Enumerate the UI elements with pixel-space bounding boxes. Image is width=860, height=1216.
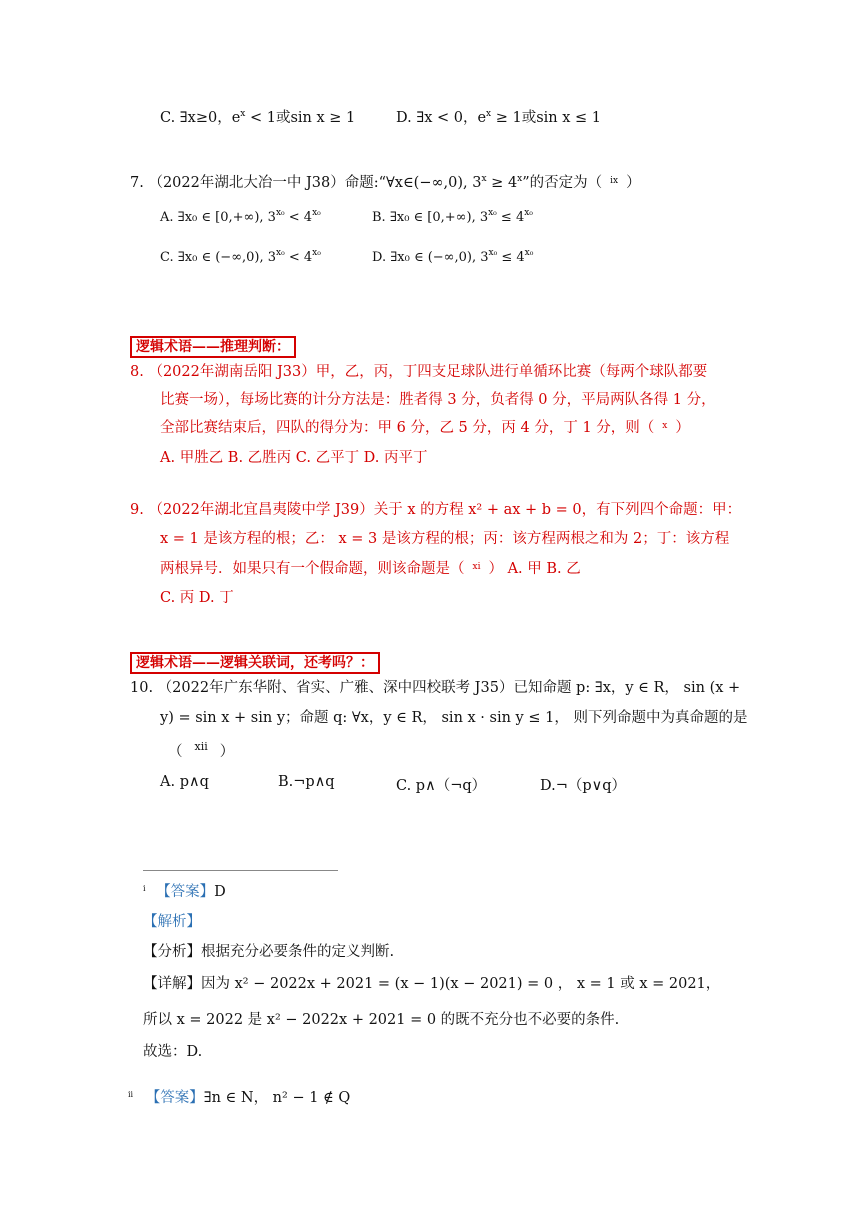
q7-option-d-rest: ≤ 4 [497, 250, 525, 265]
q9-line2: x = 1 是该方程的根；乙： x = 3 是该方程的根；丙：该方程两根之和为 2；丁：该方程 [160, 531, 730, 547]
q7-sup2: x [517, 174, 523, 184]
q7-sup1: x [481, 174, 487, 184]
footnote-2-answer [128, 1086, 350, 1107]
q9-footnote-ref[interactable]: xi [472, 562, 481, 572]
q10-option-a: A. p∧q [160, 774, 209, 790]
q7-option-d [372, 250, 533, 265]
section-heading-reasoning-text: 逻辑术语——推理判断： [130, 336, 296, 358]
q7-option-b-rest: ≤ 4 [496, 210, 525, 225]
q7-tail: ”的否定为（ [522, 175, 603, 191]
q9-line3-text: 两根异号．如果只有一个假命题，则该命题是（ [160, 561, 465, 577]
q6-option-c-text: C. ∃x≥0，e [160, 110, 241, 126]
q6-option-d [396, 106, 601, 127]
footnote-1-answer [143, 880, 226, 901]
footnote-1-detail2: 所以 x = 2022 是 x² − 2022x + 2021 = 0 的既不充分也不必要的条件. [143, 1012, 620, 1028]
q7-stem [130, 171, 641, 192]
q6-option-c-rest: < 1或sin x ≥ 1 [245, 110, 356, 126]
q7-option-c [160, 250, 321, 265]
q8-line2: 比赛一场），每场比赛的计分方法是：胜者得 3 分，负者得 0 分，平局两队各得 1 分， [160, 392, 716, 408]
q7-close: ） [626, 175, 641, 191]
q10-open-paren: （ [168, 744, 183, 760]
q6-option-d-text: D. ∃x < 0，e [396, 110, 487, 126]
q7-option-a-sup2: x₀ [312, 208, 321, 218]
section-heading-connectives [130, 652, 380, 672]
q7-option-c-text: C. ∃x₀ ∈ (−∞,0), 3 [160, 250, 277, 265]
footnote-1-answer-value: D [214, 884, 226, 900]
q7-option-d-sup2: x₀ [524, 248, 534, 258]
footnote-1-mark: i [143, 884, 146, 893]
q7-option-a-rest: < 4 [284, 210, 313, 225]
q7-footnote-ref[interactable]: ix [610, 176, 619, 186]
footnote-separator [143, 870, 338, 871]
q10-option-b: B.¬p∧q [278, 774, 335, 790]
q10-line2: y) = sin x + sin y；命题 q: ∀x，y ∈ R， sin x · sin y ≤ 1， 则下列命题中为真命题的是 [160, 710, 748, 726]
q10-option-d: D.¬（p∨q） [540, 778, 627, 794]
q6-option-d-sup: x [486, 109, 492, 119]
q9-close: ） A. 甲 B. 乙 [488, 561, 581, 577]
q7-option-b-text: B. ∃x₀ ∈ [0,+∞), 3 [372, 210, 489, 225]
q6-option-c-sup: x [240, 109, 246, 119]
q10-footnote-ref[interactable]: xii [194, 740, 208, 753]
footnote-2-mark: ii [128, 1090, 134, 1099]
q7-option-b-sup: x₀ [488, 208, 497, 218]
q8-line3 [160, 416, 690, 437]
q10-option-c: C. p∧（¬q） [396, 778, 487, 794]
q10-close-paren: ） [219, 744, 235, 760]
q7-option-b-sup2: x₀ [524, 208, 533, 218]
q7-option-a [160, 210, 321, 225]
q8-footnote-ref[interactable]: x [662, 421, 668, 431]
footnote-1-detail: 【详解】因为 x² − 2022x + 2021 = (x − 1)(x − 2021) = 0 ， x = 1 或 x = 2021， [143, 976, 721, 992]
q9-line1: 9. （2022年湖北宜昌夷陵中学 J39）关于 x 的方程 x² + ax + b = 0，有下列四个命题：甲： [130, 502, 742, 518]
q7-option-a-text: A. ∃x₀ ∈ [0,+∞), 3 [160, 210, 276, 225]
q7-option-d-sup: x₀ [488, 248, 498, 258]
q7-lead: 7. （2022年湖北大冶一中 J38）命题:“∀x∈(−∞,0), 3 [130, 175, 482, 191]
footnote-1-fenxi: 【分析】根据充分必要条件的定义判断. [143, 944, 395, 960]
q10-line1: 10. （2022年广东华附、省实、广雅、深中四校联考 J35）已知命题 p: ∃x，y ∈ R， sin (x + [130, 680, 741, 696]
footnote-2-answer-label: 【答案】 [145, 1090, 204, 1106]
q6-option-d-rest: ≥ 1或sin x ≤ 1 [491, 110, 602, 126]
footnote-1-choose: 故选：D. [143, 1044, 203, 1060]
q7-option-c-rest: < 4 [284, 250, 313, 265]
q9-line3 [160, 557, 581, 578]
q6-option-c [160, 106, 355, 127]
q7-option-d-text: D. ∃x₀ ∈ (−∞,0), 3 [372, 250, 489, 265]
q7-mid: ≥ 4 [486, 175, 518, 191]
q9-line4: C. 丙 D. 丁 [160, 590, 234, 606]
q7-option-b [372, 210, 533, 225]
footnote-1-analysis: 【解析】 [143, 914, 201, 930]
footnote-2-answer-value: ∃n ∈ N， n² − 1 ∉ Q [203, 1090, 351, 1106]
q7-option-c-sup2: x₀ [312, 248, 321, 258]
q8-line3-text: 全部比赛结束后，四队的得分为：甲 6 分，乙 5 分，丙 4 分，丁 1 分，则（ [160, 420, 655, 436]
q10-line3 [168, 740, 234, 761]
footnote-1-answer-label: 【答案】 [156, 884, 215, 900]
q7-option-a-sup: x₀ [275, 208, 285, 218]
q8-options: A. 甲胜乙 B. 乙胜丙 C. 乙平丁 D. 丙平丁 [160, 450, 428, 466]
q8-line1: 8. （2022年湖南岳阳 J33）甲，乙，丙，丁四支足球队进行单循环比赛（每两个球队都要 [130, 364, 708, 380]
q8-close: ） [675, 420, 690, 436]
q7-option-c-sup: x₀ [276, 248, 285, 258]
section-heading-reasoning [130, 336, 296, 356]
section-heading-connectives-text: 逻辑术语——逻辑关联词，还考吗？： [130, 652, 380, 674]
